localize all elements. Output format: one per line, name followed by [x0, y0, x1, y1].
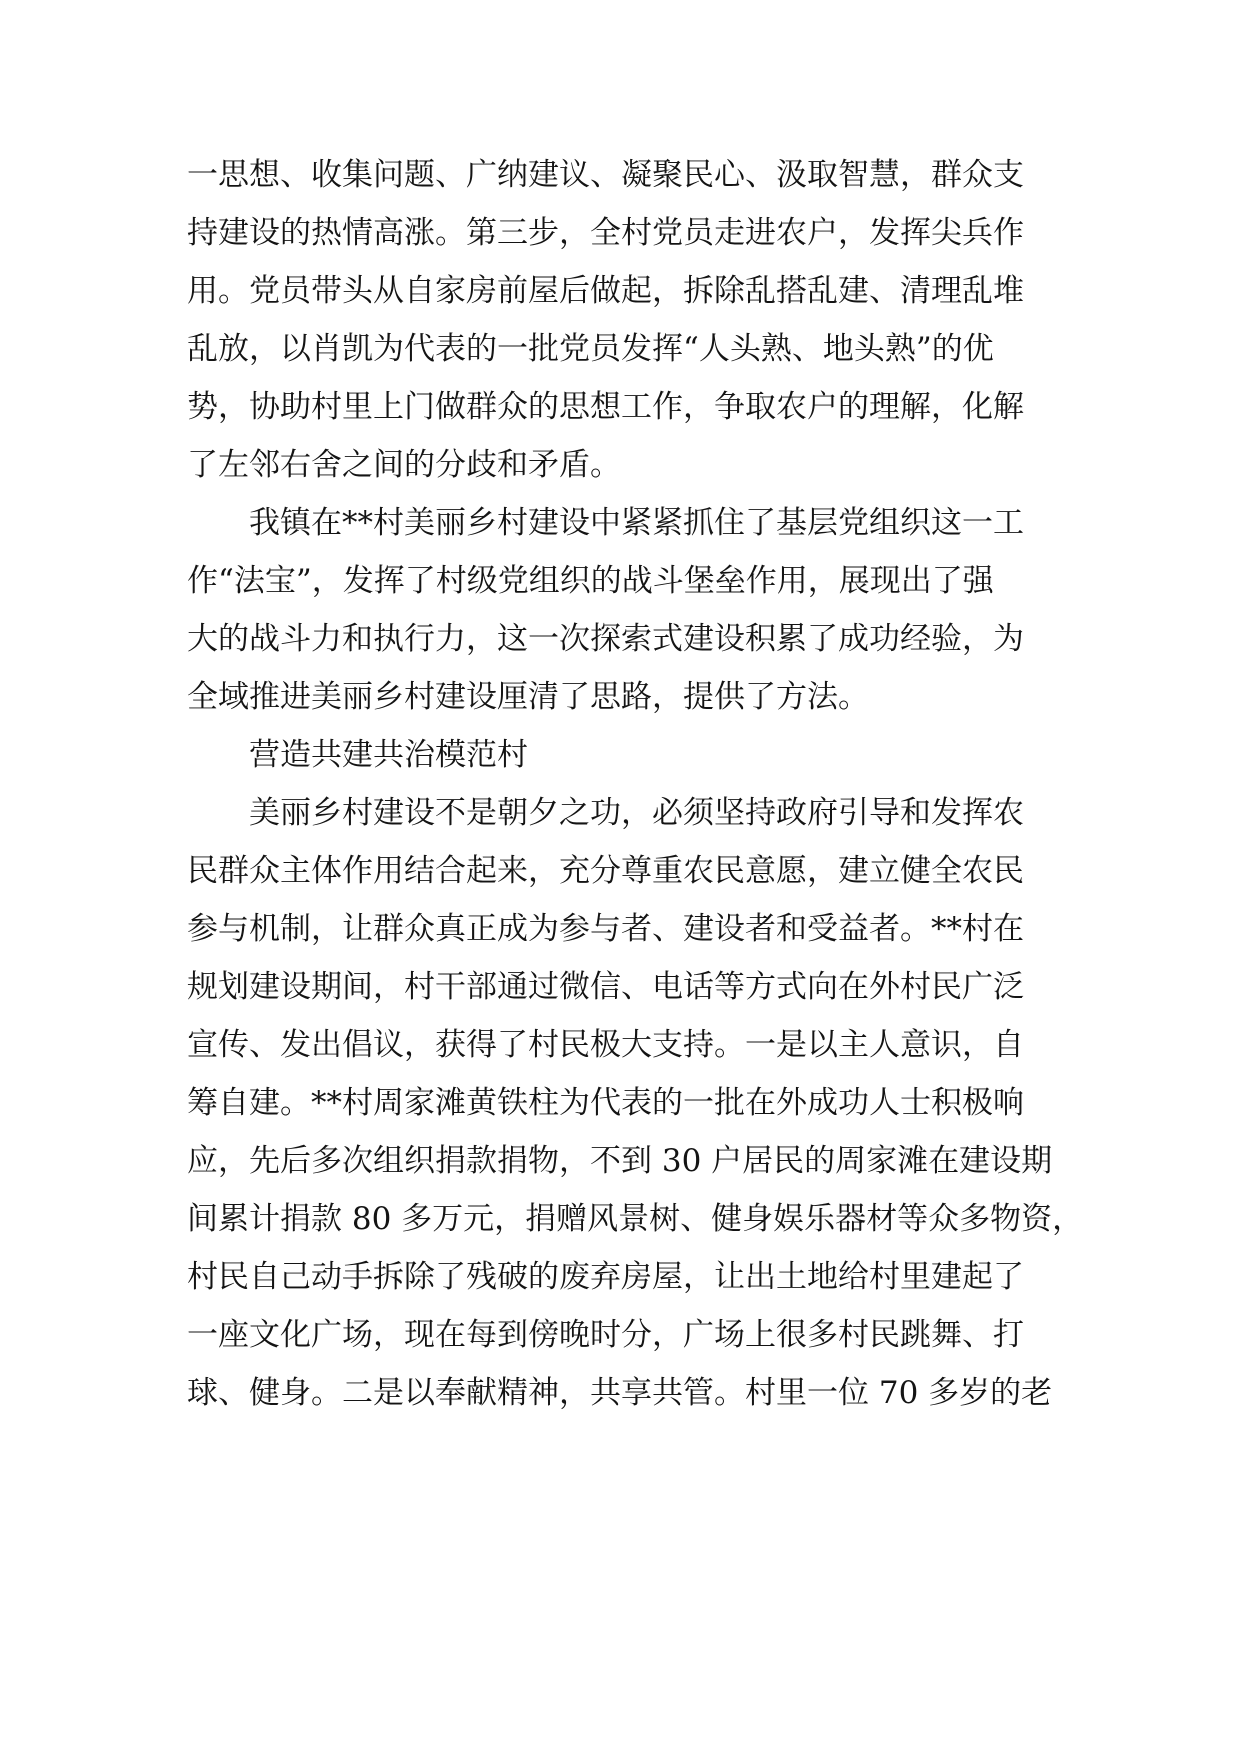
text-line: 间累计捐款 80 多万元，捐赠风景树、健身娱乐器材等众多物资， — [187, 1201, 1084, 1237]
text-line: 了左邻右舍之间的分歧和矛盾。 — [187, 447, 621, 483]
text-line: 球、健身。二是以奉献精神，共享共管。村里一位 70 多岁的老 — [187, 1375, 1053, 1411]
text-line: 民群众主体作用结合起来，充分尊重农民意愿，建立健全农民 — [187, 853, 1024, 889]
text-line: 村民自己动手拆除了残破的废弃房屋，让出土地给村里建起了 — [187, 1259, 1024, 1295]
section-heading: 营造共建共治模范村 — [249, 737, 528, 773]
text-line: 势，协助村里上门做群众的思想工作，争取农户的理解，化解 — [187, 389, 1024, 425]
text-line: 应，先后多次组织捐款捐物，不到 30 户居民的周家滩在建设期 — [187, 1143, 1053, 1179]
text-line: 筹自建。**村周家滩黄铁柱为代表的一批在外成功人士积极响 — [187, 1085, 1024, 1121]
text-line: 用。党员带头从自家房前屋后做起，拆除乱搭乱建、清理乱堆 — [187, 273, 1024, 309]
text-line: 全域推进美丽乡村建设厘清了思路，提供了方法。 — [187, 679, 869, 715]
text-line: 持建设的热情高涨。第三步，全村党员走进农户，发挥尖兵作 — [187, 215, 1024, 251]
text-line: 规划建设期间，村干部通过微信、电话等方式向在外村民广泛 — [187, 969, 1024, 1005]
text-line: 参与机制，让群众真正成为参与者、建设者和受益者。**村在 — [187, 911, 1024, 947]
text-line: 宣传、发出倡议，获得了村民极大支持。一是以主人意识，自 — [187, 1027, 1024, 1063]
text-line: 乱放，以肖凯为代表的一批党员发挥“人头熟、地头熟”的优 — [187, 331, 994, 367]
text-line: 作“法宝”，发挥了村级党组织的战斗堡垒作用，展现出了强 — [187, 563, 994, 599]
text-line: 一思想、收集问题、广纳建议、凝聚民心、汲取智慧，群众支 — [187, 157, 1024, 193]
paragraph-start-line: 美丽乡村建设不是朝夕之功，必须坚持政府引导和发挥农 — [249, 795, 1024, 831]
text-line: 大的战斗力和执行力，这一次探索式建设积累了成功经验，为 — [187, 621, 1024, 657]
text-line: 一座文化广场，现在每到傍晚时分，广场上很多村民跳舞、打 — [187, 1317, 1024, 1353]
paragraph-start-line: 我镇在**村美丽乡村建设中紧紧抓住了基层党组织这一工 — [249, 505, 1024, 541]
